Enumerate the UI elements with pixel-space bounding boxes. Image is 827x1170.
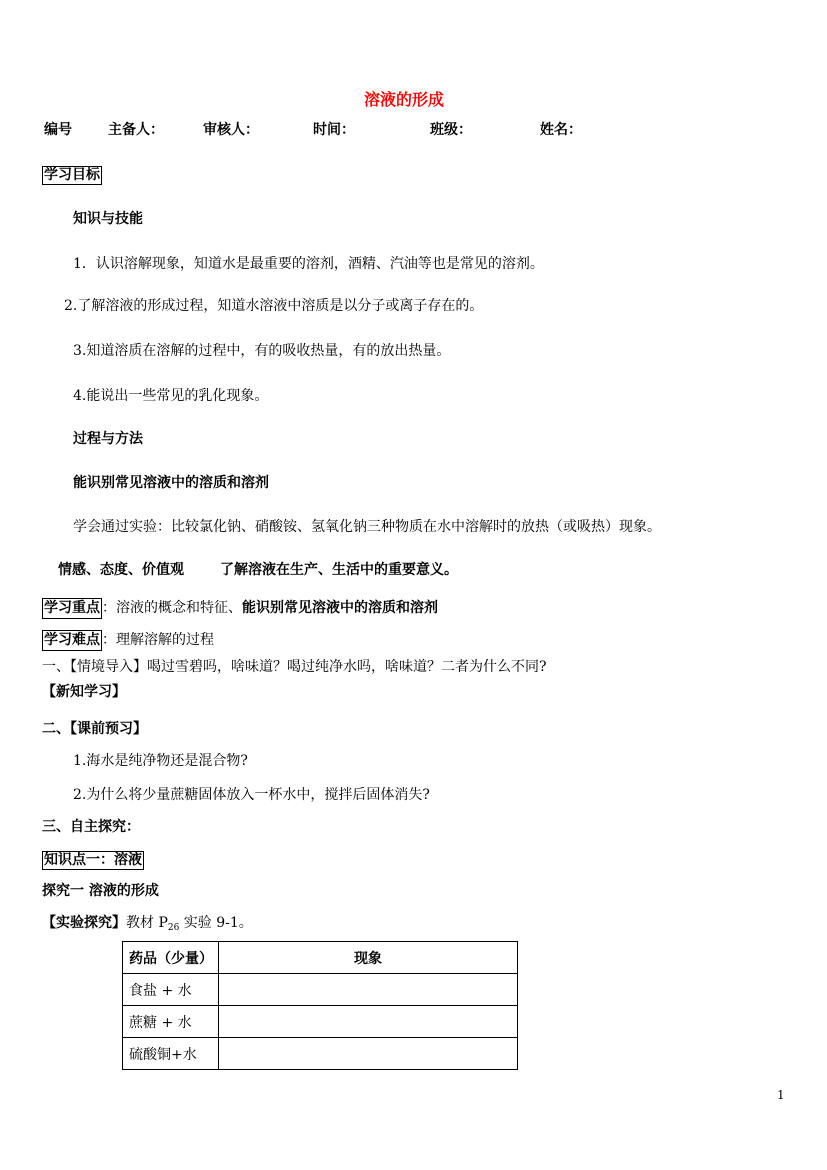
knowledge-item-4: 4.能说出一些常见的乳化现象。 xyxy=(73,388,269,404)
header-reviewer: 审核人： xyxy=(203,122,259,138)
key-point-bold-text: 能识别常见溶液中的溶质和溶剂 xyxy=(242,600,438,616)
process-heading: 过程与方法 xyxy=(73,431,143,447)
key-point-colon: ： xyxy=(102,600,116,616)
goals-heading: 学习目标 xyxy=(44,167,100,183)
knowledge-point-heading: 知识点一：溶液 xyxy=(44,852,142,868)
page-title: 溶液的形成 xyxy=(364,90,445,109)
header-time: 时间： xyxy=(313,122,355,138)
section-1: 一、【情境导入】喝过雪碧吗，啥味道？喝过纯净水吗，啥味道？二者为什么不同? xyxy=(42,659,547,675)
section-2: 二、【课前预习】 xyxy=(42,721,147,737)
key-point-label: 学习重点 xyxy=(42,598,102,619)
experiment-page-subscript: 26 xyxy=(167,923,180,933)
experiment-table xyxy=(122,941,518,1070)
question-2: 2.为什么将少量蔗糖固体放入一杯水中，搅拌后固体消失? xyxy=(73,787,430,803)
explore-heading: 探究一 溶液的形成 xyxy=(42,883,159,899)
knowledge-item-3: 3.知道溶质在溶解的过程中，有的吸收热量，有的放出热量。 xyxy=(73,343,451,359)
section-3: 三、自主探究： xyxy=(42,819,140,835)
knowledge-item-1: 1．认识溶解现象，知道水是最重要的溶剂，酒精、汽油等也是常见的溶剂。 xyxy=(73,256,544,272)
knowledge-item-2: 2.了解溶液的形成过程，知道水溶液中溶质是以分子或离子存在的。 xyxy=(64,298,484,314)
table-header-row xyxy=(123,942,518,974)
header-class: 班级： xyxy=(430,122,472,138)
process-item-1: 能识别常见溶液中的溶质和溶剂 xyxy=(73,475,269,491)
emotion-label: 情感、态度、价值观 xyxy=(58,562,184,578)
process-item-2: 学会通过实验：比较氯化钠、硝酸铵、氢氧化钠三种物质在水中溶解时的放热（或吸热）现象。 xyxy=(73,519,661,535)
difficulty-text: ：理解溶解的过程 xyxy=(102,632,214,648)
table-cell: 硫酸铜+水 xyxy=(123,1038,219,1070)
table-row xyxy=(123,974,518,1006)
difficulty-line xyxy=(42,633,214,647)
experiment-text: 教材 P xyxy=(126,915,168,931)
experiment-text-2: 实验 9-1。 xyxy=(179,915,253,931)
table-cell xyxy=(219,1038,518,1070)
table-header-cell: 现象 xyxy=(219,942,518,974)
key-point-line xyxy=(42,601,438,615)
knowledge-heading: 知识与技能 xyxy=(73,211,143,227)
experiment-label: 【实验探究】 xyxy=(42,915,126,931)
table-cell xyxy=(219,974,518,1006)
table-row xyxy=(123,1006,518,1038)
page-number: 1 xyxy=(777,1088,785,1102)
table-row xyxy=(123,1038,518,1070)
question-1: 1.海水是纯净物还是混合物? xyxy=(73,753,248,769)
key-point-text: 溶液的概念和特征、 xyxy=(116,600,242,616)
new-study-heading: 【新知学习】 xyxy=(42,684,126,700)
table-cell xyxy=(219,1006,518,1038)
table-cell: 蔗糖 + 水 xyxy=(123,1006,219,1038)
header-number: 编号 xyxy=(44,122,72,138)
header-name: 姓名： xyxy=(540,122,582,138)
experiment-line xyxy=(42,916,253,933)
table-cell: 食盐 + 水 xyxy=(123,974,219,1006)
header-preparer: 主备人： xyxy=(108,122,164,138)
difficulty-label: 学习难点 xyxy=(42,630,102,651)
table-header-cell: 药品（少量） xyxy=(123,942,219,974)
emotion-text: 了解溶液在生产、生活中的重要意义。 xyxy=(220,562,458,578)
